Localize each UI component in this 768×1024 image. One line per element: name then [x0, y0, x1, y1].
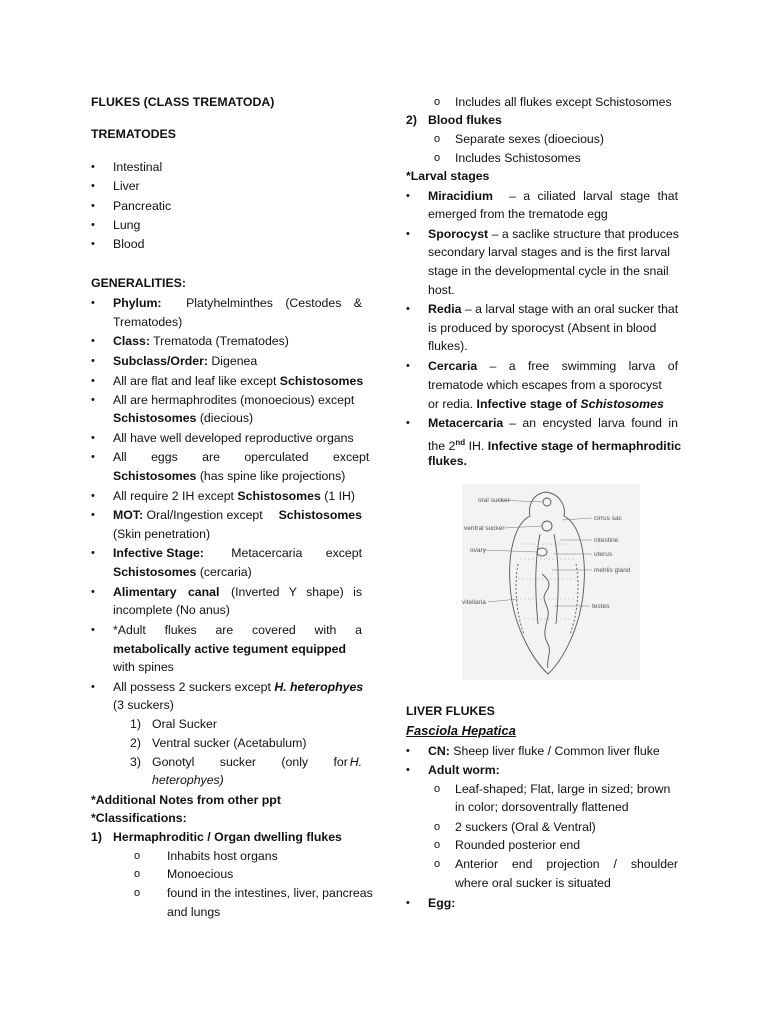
classification-2-label: Blood flukes: [428, 113, 502, 127]
list-item: Includes Schistosomes: [455, 151, 581, 165]
suckers-italic: H. heterophyes: [274, 680, 364, 694]
bullet: •: [91, 335, 95, 347]
list-item: Inhabits host organs: [167, 849, 278, 863]
diagram-background: [462, 484, 640, 680]
list-item: Ventral sucker (Acetabulum): [152, 736, 307, 750]
fasciola-heading: Fasciola Hepatica: [406, 723, 516, 738]
list-item: Rounded posterior end: [455, 838, 581, 852]
bullet: •: [91, 432, 95, 444]
sporocyst-line: [428, 227, 679, 242]
mot-label: MOT:: [113, 508, 144, 522]
eggs-line-cont: [113, 469, 345, 484]
bullet: •: [91, 394, 95, 406]
bullet: •: [91, 297, 95, 309]
phylum-text: Platyhelminthes (Cestodes &: [186, 296, 362, 310]
list-item-cont: in color; dorsoventrally flattened: [455, 800, 629, 814]
list-item: Anterior end projection / shoulder: [455, 857, 678, 871]
suckers-text-cont: (3 suckers): [113, 698, 174, 712]
cercaria-text-cont: trematode which escapes from a sporocyst: [428, 378, 662, 392]
cercaria-line-3: [428, 397, 664, 412]
suckers-text: All possess 2 suckers except: [113, 680, 271, 694]
list-item: Includes all flukes except Schistosomes: [455, 95, 672, 109]
circle-bullet: o: [134, 887, 141, 899]
circle-bullet: o: [134, 850, 141, 862]
phylum-text-cont: Trematodes): [113, 315, 183, 329]
herm-bold: Schistosomes: [113, 411, 197, 425]
bullet: •: [91, 355, 95, 367]
subclass-line: [113, 354, 257, 369]
cn-label: CN:: [428, 744, 450, 758]
ih-text-cont: (1 IH): [324, 489, 355, 503]
circle-bullet: o: [434, 152, 441, 164]
bullet: •: [91, 238, 95, 250]
bullet: •: [91, 624, 95, 636]
label-ovary: ovary: [470, 547, 486, 554]
cn-text: Sheep liver fluke / Common liver fluke: [453, 744, 660, 758]
bullet: •: [91, 219, 95, 231]
suckers-line: [113, 680, 363, 695]
bullet: •: [91, 200, 95, 212]
circle-bullet: o: [434, 839, 441, 851]
bullet: •: [91, 161, 95, 173]
bullet: •: [91, 681, 95, 693]
list-item: [152, 755, 362, 770]
ih-bold: Schistosomes: [237, 489, 321, 503]
redia-line: [428, 302, 678, 317]
phylum-label: Phylum:: [113, 296, 162, 310]
mot-text-cont: (Skin penetration): [113, 527, 211, 541]
gonotyl-italic-cont: heterophyes): [152, 773, 224, 787]
flat-line: [113, 374, 363, 389]
bullet: •: [406, 360, 410, 372]
redia-label: Redia: [428, 302, 462, 316]
bullet: •: [406, 764, 410, 776]
label-ventral-sucker: ventral sucker: [464, 525, 505, 532]
list-item: Blood: [113, 237, 145, 251]
generalities-heading: GENERALITIES:: [91, 276, 186, 290]
classifications-heading: *Classifications:: [91, 811, 187, 825]
bullet: •: [91, 547, 95, 559]
fluke-anatomy-diagram: [462, 484, 640, 680]
gonotyl-italic: H.: [349, 755, 362, 769]
list-number: 2): [130, 736, 141, 750]
mot-line: [113, 508, 362, 523]
circle-bullet: o: [434, 783, 441, 795]
bullet: •: [91, 586, 95, 598]
infective-label: Infective Stage:: [113, 546, 204, 560]
eggs-text-cont: (has spine like projections): [199, 469, 346, 483]
additional-notes: *Additional Notes from other ppt: [91, 793, 281, 807]
list-item: 2 suckers (Oral & Ventral): [455, 820, 596, 834]
cercaria-label: Cercaria: [428, 359, 478, 373]
list-item: Leaf-shaped; Flat, large in sized; brown: [455, 782, 671, 796]
list-item-cont: where oral sucker is situated: [455, 876, 611, 890]
larval-heading: *Larval stages: [406, 169, 490, 183]
subclass-text: Digenea: [211, 354, 258, 368]
herm-line: All are hermaphrodites (monoecious) except: [113, 393, 355, 407]
infective-bold: Schistosomes: [113, 565, 197, 579]
alimentary-text: (Inverted Y shape) is: [230, 585, 362, 599]
document-title: FLUKES (CLASS TREMATODA): [91, 95, 275, 109]
list-item: Pancreatic: [113, 199, 172, 213]
miracidium-text: – a ciliated larval stage that: [508, 189, 678, 203]
sporocyst-label: Sporocyst: [428, 227, 489, 241]
class-text: Trematoda (Trematodes): [153, 334, 289, 348]
metacercaria-ih: IH.: [468, 439, 485, 454]
adult-text-cont: with spines: [113, 660, 174, 674]
ih-text: All require 2 IH except: [113, 489, 234, 503]
herm-line-cont: [113, 411, 253, 426]
metacercaria-line: [428, 416, 678, 431]
classification-1-label: Hermaphroditic / Organ dwelling flukes: [113, 830, 342, 844]
label-vitellaria: vitellaria: [462, 599, 486, 606]
gonotyl-text: Gonotyl sucker (only for: [152, 755, 348, 769]
redia-text-cont2: flukes).: [428, 339, 468, 353]
circle-bullet: o: [434, 96, 441, 108]
metacercaria-bold-cont: flukes.: [428, 454, 467, 468]
metacercaria-line-2: [428, 435, 681, 454]
redia-text: – a larval stage with an oral sucker that: [464, 302, 679, 316]
list-number: 1): [130, 717, 141, 731]
miracidium-text-cont: emerged from the trematode egg: [428, 207, 608, 221]
miracidium-line: [428, 189, 678, 204]
label-oral-sucker: oral sucker: [478, 497, 510, 504]
circle-bullet: o: [134, 868, 141, 880]
list-item: Intestinal: [113, 160, 163, 174]
sporocyst-text-cont3: host.: [428, 283, 455, 297]
bullet: •: [406, 228, 410, 240]
bullet: •: [406, 190, 410, 202]
metacercaria-text-cont: the 2: [428, 439, 456, 454]
label-uterus: uterus: [594, 551, 613, 558]
infective-line-cont: [113, 565, 252, 580]
adult-line: *Adult flukes are covered with a: [113, 623, 362, 637]
list-item: Monoecious: [167, 867, 234, 881]
phylum-line: [113, 296, 362, 311]
label-intestine: intestine: [594, 537, 619, 544]
circle-bullet: o: [434, 821, 441, 833]
circle-bullet: o: [434, 858, 441, 870]
list-item: Lung: [113, 218, 141, 232]
liver-flukes-heading: LIVER FLUKES: [406, 704, 495, 718]
cercaria-italic: Schistosomes: [580, 397, 664, 411]
mot-bold: Schistosomes: [278, 508, 362, 522]
label-mehlis-gland: mehlis gland: [594, 567, 631, 574]
sporocyst-text-cont2: stage in the developmental cycle in the snail: [428, 264, 669, 278]
cercaria-text-cont2: or redia.: [428, 397, 474, 411]
sporocyst-text-cont: secondary larval stages and is the first larval: [428, 245, 670, 259]
herm-text-cont: (diecious): [199, 411, 254, 425]
metacercaria-label: Metacercaria: [428, 416, 504, 430]
bullet: •: [91, 509, 95, 521]
list-item: Oral Sucker: [152, 717, 217, 731]
egg-label: Egg:: [428, 896, 456, 910]
ih-line: [113, 489, 355, 504]
redia-text-cont: is produced by sporocyst (Absent in blood: [428, 321, 657, 335]
cercaria-text: – a free swimming larva of: [489, 359, 678, 373]
list-item: Separate sexes (dioecious): [455, 132, 605, 146]
class-label: Class:: [113, 334, 150, 348]
eggs-bold: Schistosomes: [113, 469, 197, 483]
list-item: found in the intestines, liver, pancreas: [167, 886, 373, 900]
label-testes: testes: [592, 603, 610, 610]
list-item: Liver: [113, 179, 140, 193]
list-number: 1): [91, 830, 102, 844]
alimentary-label: Alimentary canal: [113, 585, 220, 599]
list-number: 2): [406, 113, 417, 127]
bullet: •: [406, 897, 410, 909]
bullet: •: [91, 490, 95, 502]
superscript: nd: [455, 438, 466, 447]
subclass-label: Subclass/Order:: [113, 354, 208, 368]
bullet: •: [91, 375, 95, 387]
bullet: •: [91, 451, 95, 463]
alimentary-line: [113, 585, 362, 600]
bullet: •: [91, 180, 95, 192]
metacercaria-text: – an encysted larva found in: [509, 416, 678, 430]
adult-bold: metabolically active tegument equipped: [113, 642, 347, 656]
flat-bold: Schistosomes: [279, 374, 364, 388]
class-line: [113, 334, 289, 349]
cercaria-line: [428, 359, 678, 374]
list-item-cont: and lungs: [167, 905, 221, 919]
repro-line: All have well developed reproductive organs: [113, 431, 354, 445]
eggs-line: All eggs are operculated except: [113, 450, 370, 464]
sporocyst-text: – a saclike structure that produces: [491, 227, 679, 241]
bullet: •: [406, 745, 410, 757]
cn-line: [428, 744, 660, 759]
bullet: •: [406, 303, 410, 315]
infective-line: [113, 546, 362, 561]
label-cirrus-sac: cirrus sac: [594, 515, 622, 522]
infective-text-cont: (cercaria): [199, 565, 252, 579]
list-number: 3): [130, 755, 141, 769]
miracidium-label: Miracidium: [428, 189, 493, 203]
circle-bullet: o: [434, 133, 441, 145]
cercaria-bold: Infective stage of: [476, 397, 577, 411]
infective-text: Metacercaria except: [231, 546, 362, 560]
metacercaria-bold: Infective stage of hermaphroditic: [487, 439, 682, 454]
mot-text: Oral/Ingestion except: [146, 508, 263, 522]
trematodes-heading: TREMATODES: [91, 127, 176, 141]
adult-worm-label: Adult worm:: [428, 763, 500, 777]
flat-text: All are flat and leaf like except: [113, 374, 277, 388]
alimentary-text-cont: incomplete (No anus): [113, 603, 230, 617]
bullet: •: [406, 417, 410, 429]
